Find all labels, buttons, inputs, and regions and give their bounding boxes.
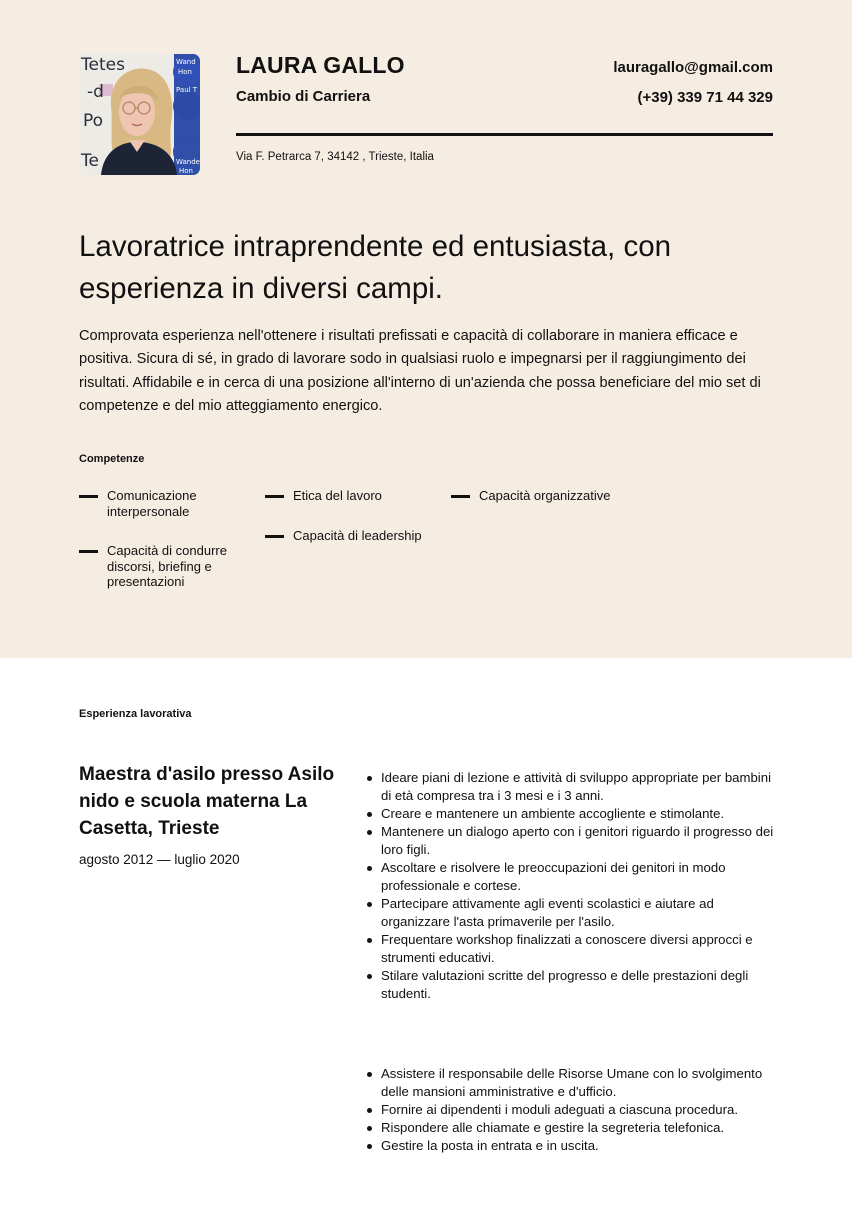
experience-title: Esperienza lavorativa	[79, 708, 192, 720]
skill-item	[107, 543, 247, 590]
header-divider	[236, 133, 773, 136]
list-item: Stilare valutazioni scritte del progresso e delle prestazioni degli studenti.	[364, 967, 784, 1003]
poster-text: Hon	[179, 167, 193, 175]
list-item: Creare e mantenere un ambiente accogliente e stimolante.	[364, 805, 784, 823]
candidate-role: Cambio di Carriera	[236, 88, 371, 105]
poster-text: Paul T	[176, 86, 198, 94]
profile-photo	[79, 54, 200, 175]
poster-text: -d	[87, 82, 104, 102]
dash-icon	[79, 495, 98, 498]
job-title: Maestra d'asilo presso Asilo nido e scuola materna La Casetta, Trieste	[79, 764, 335, 839]
portrait-image	[79, 54, 200, 175]
skill-label: Etica del lavoro	[293, 488, 382, 503]
job-dates: agosto 2012 — luglio 2020	[79, 852, 240, 867]
poster-text: Tetes	[81, 55, 125, 75]
skills-title: Competenze	[79, 453, 145, 465]
profile-summary: Comprovata esperienza nell'ottenere i risultati prefissati e capacità di collaborare in maniera efficace e positiva. Sicura di sé, in grado di lavorare sodo in qualsiasi ruolo e impegnarsi per il raggiungimento dei risultati. Affidabile e in cerca di una posizione all'interno di un'azienda che possa beneficiare del mio set di competenze e del mio atteggiamento energico.	[79, 328, 761, 414]
contact-address: Via F. Petrarca 7, 34142 , Trieste, Italia	[236, 151, 434, 163]
dash-icon	[451, 495, 470, 498]
list-item: Ideare piani di lezione e attività di sviluppo appropriate per bambini di età compresa tra i 3 mesi e i 3 anni.	[364, 769, 784, 805]
list-item: Rispondere alle chiamate e gestire la segreteria telefonica.	[364, 1119, 784, 1137]
job-duties-list	[364, 769, 784, 1003]
list-item: Frequentare workshop finalizzati a conoscere diversi approcci e strumenti educativi.	[364, 931, 784, 967]
dash-icon	[79, 550, 98, 553]
poster-text: Wand	[176, 58, 196, 66]
list-item: Fornire ai dipendenti i moduli adeguati a ciascuna procedura.	[364, 1101, 784, 1119]
poster-text: Po	[83, 111, 104, 131]
profile-headline: Lavoratrice intraprendente ed entusiasta, con esperienza in diversi campi.	[79, 230, 672, 305]
list-item: Ascoltare e risolvere le preoccupazioni dei genitori in modo professionale e cortese.	[364, 859, 784, 895]
skill-label: Capacità organizzative	[479, 488, 611, 503]
skill-item	[107, 488, 247, 519]
contact-email[interactable]: lauragallo@gmail.com	[613, 59, 773, 76]
poster-text: Wande	[176, 158, 200, 166]
contact-phone[interactable]: (+39) 339 71 44 329	[637, 89, 773, 106]
list-item: Partecipare attivamente agli eventi scolastici e aiutare ad organizzare l'asta primaverile per l'asilo.	[364, 895, 784, 931]
dash-icon	[265, 495, 284, 498]
job-duties-list	[364, 1065, 784, 1155]
skill-item	[293, 528, 443, 544]
list-item: Gestire la posta in entrata e in uscita.	[364, 1137, 784, 1155]
poster-text: Hon	[178, 68, 192, 76]
skill-item	[293, 488, 443, 504]
dash-icon	[265, 535, 284, 538]
list-item: Assistere il responsabile delle Risorse Umane con lo svolgimento delle mansioni amministrative e d'ufficio.	[364, 1065, 784, 1101]
poster-text: Te	[81, 151, 99, 171]
skill-label: Capacità di condurre discorsi, briefing e presentazioni	[107, 543, 227, 589]
list-item: Mantenere un dialogo aperto con i genitori riguardo il progresso dei loro figli.	[364, 823, 784, 859]
candidate-name: LAURA GALLO	[236, 52, 405, 78]
skill-label: Capacità di leadership	[293, 528, 422, 543]
skill-item	[479, 488, 679, 504]
skill-label: Comunicazione interpersonale	[107, 488, 197, 519]
